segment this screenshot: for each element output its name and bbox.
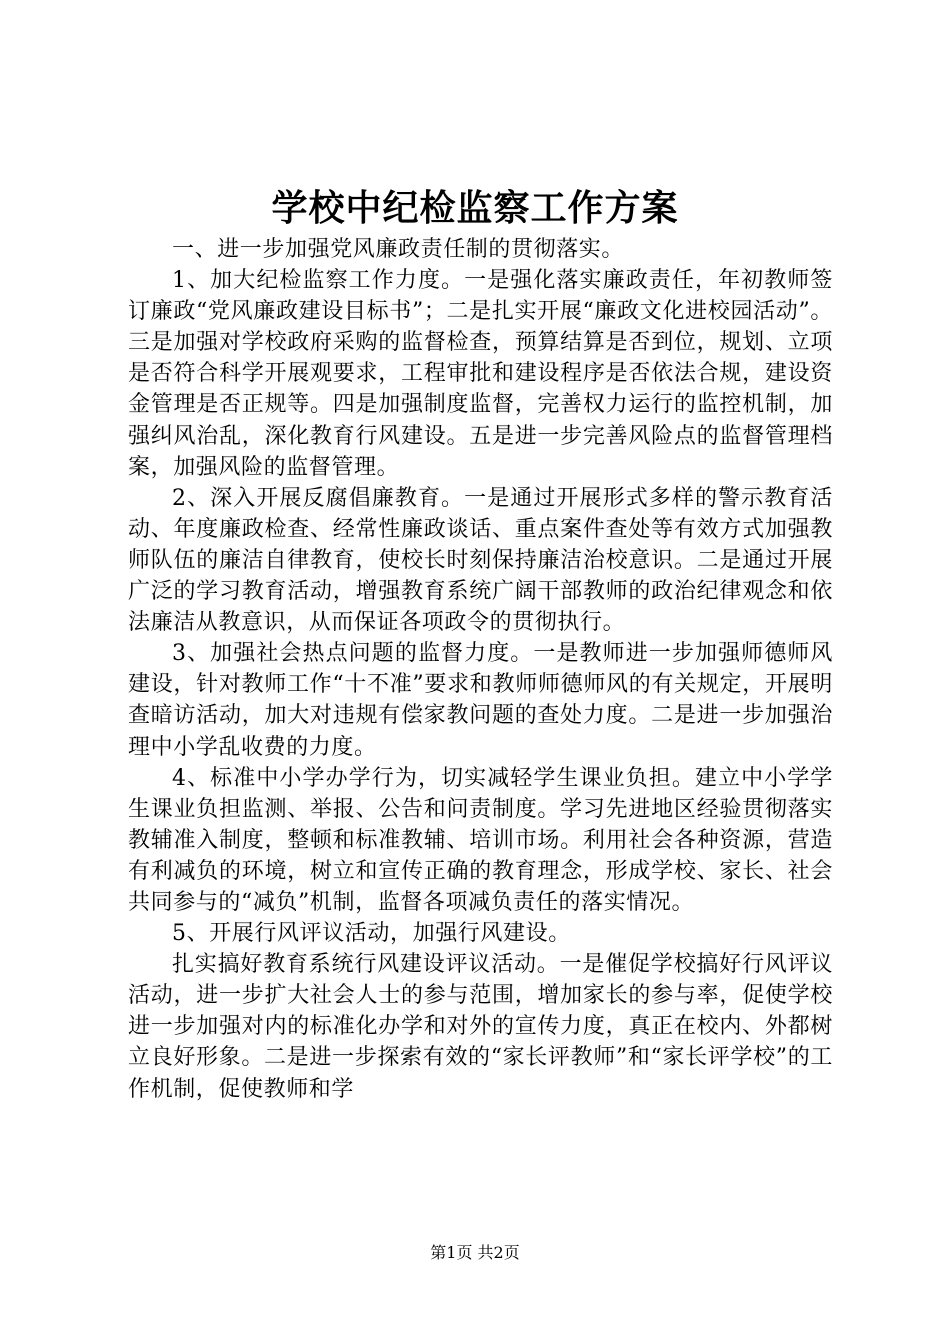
paragraph-item-5-detail: 扎实搞好教育系统行风建设评议活动。一是催促学校搞好行风评议活动，进一步扩大社会人士的参与范围，增加家长的参与率，促使学校进一步加强对内的标准化办学和对外的宣传力度，真正在校内、外都树立良好形象。二是进一步探索有效的“家长评教师”和“家长评学校”的工作机制，促使教师和学 bbox=[128, 952, 833, 1102]
paragraph-item-1: 1、加大纪检监察工作力度。一是强化落实廉政责任，年初教师签订廉政“党风廉政建设目标书”；二是扎实开展“廉政文化进校园活动”。三是加强对学校政府采购的监督检查，预算结算是否到位，规划、立项是否符合科学开展观要求，工程审批和建设程序是否依法合规，建设资金管理是否正规等。四是加强制度监督，完善权力运行的监控机制，加强纠风治乱，深化教育行风建设。五是进一步完善风险点的监督管理档案，加强风险的监督管理。 bbox=[128, 268, 833, 480]
document-title: 学校中纪检监察工作方案 bbox=[271, 187, 679, 229]
paragraph-item-5: 5、开展行风评议活动，加强行风建设。 bbox=[172, 921, 571, 947]
document-body bbox=[128, 234, 833, 1105]
paragraph-section-heading: 一、进一步加强党风廉政责任制的贯彻落实。 bbox=[172, 237, 625, 262]
paragraph-item-2: 2、深入开展反腐倡廉教育。一是通过开展形式多样的警示教育活动、年度廉政检查、经常性廉政谈话、重点案件查处等有效方式加强教师队伍的廉洁自律教育，使校长时刻保持廉洁治校意识。二是通过开展广泛的学习教育活动，增强教育系统广阔干部教师的政治纪律观念和依法廉洁从教意识，从而保证各项政令的贯彻执行。 bbox=[128, 485, 833, 636]
paragraph-item-3: 3、加强社会热点问题的监督力度。一是教师进一步加强师德师风建设，针对教师工作“十不准”要求和教师师德师风的有关规定，开展明查暗访活动，加大对违规有偿家教问题的查处力度。二是进一步加强治理中小学乱收费的力度。 bbox=[128, 641, 833, 760]
page-number-footer: 第1页 共2页 bbox=[430, 1243, 520, 1262]
paragraph-item-4: 4、标准中小学办学行为，切实减轻学生课业负担。建立中小学学生课业负担监测、举报、公告和问责制度。学习先进地区经验贯彻落实教辅准入制度，整顿和标准教辅、培训市场。利用社会各种资源，营造有利减负的环境，树立和宣传正确的教育理念，形成学校、家长、社会共同参与的“减负”机制，监督各项减负责任的落实情况。 bbox=[128, 765, 833, 915]
